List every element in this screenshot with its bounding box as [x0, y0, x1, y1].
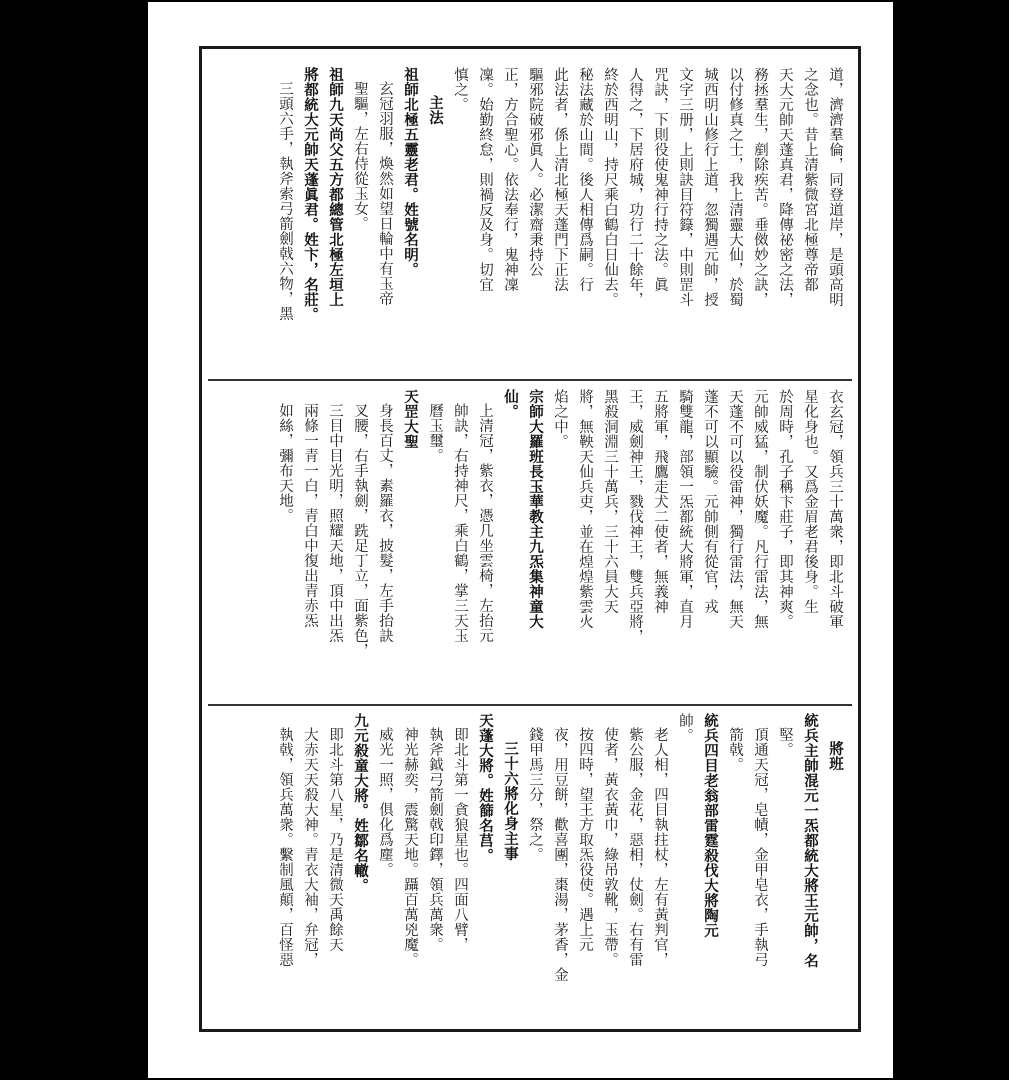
text-column: 道，濟濟羣倫，同登道岸，是頭高明	[827, 67, 843, 307]
text-column: 堅。	[777, 727, 793, 757]
text-column: 王，威劍神王，戮伐神王，雙兵亞將，	[627, 389, 643, 644]
text-column: 蓬不可以顯驗。元帥側有從官，戎	[702, 389, 718, 614]
text-column: 務拯羣生，剷除疾苦。垂傚妙之訣，	[752, 67, 768, 307]
band-divider	[208, 704, 852, 706]
section-heading: 主法	[427, 95, 444, 125]
text-frame	[199, 46, 861, 1032]
text-column: 上清冠，紫衣，憑几坐雲椅，左抬元	[477, 403, 493, 643]
text-column: 三目中目光明，照耀天地，頂中出炁	[327, 403, 343, 643]
text-column: 帥。	[677, 713, 693, 743]
text-column: 曆玉璽。	[427, 403, 443, 463]
deity-heading: 統兵四目老翁部雷霆殺伐大將陶元	[702, 713, 719, 938]
deity-heading: 祖師北極五靈老君。姓號名明。	[402, 67, 419, 277]
text-column: 執斧鉞弓箭劍戟印鐸，領兵萬衆。	[427, 727, 443, 952]
deity-heading: 天罡大聖	[402, 389, 419, 449]
text-column: 大赤天天殺大神。青衣大袖，弁冠，	[302, 727, 318, 967]
text-column: 於周時，孔子稱卞莊子，即其神爽。	[777, 389, 793, 629]
deity-heading: 將都統大元帥天蓬眞君。姓卞，名莊。	[302, 67, 319, 322]
section-heading: 將班	[827, 741, 844, 771]
deity-heading: 九元殺童大將。姓鄒名轍。	[352, 713, 369, 893]
text-column: 此法者，係上清北極天蓬門下正法	[552, 67, 568, 292]
text-column: 即北斗第八星，乃是清微天禹餘天	[327, 727, 343, 952]
text-column: 衣玄冠，領兵三十萬衆，即北斗破軍	[827, 389, 843, 629]
text-column: 頂通天冠，皂幘，金甲皂衣，手執弓	[752, 727, 768, 967]
band-divider	[208, 379, 852, 381]
deity-heading: 祖師九天尚父五方都總管北極左垣上	[327, 67, 344, 307]
text-column: 天蓬不可以役雷神，獨行雷法，無天	[727, 389, 743, 629]
text-column: 黑殺洞淵三十萬兵，三十六員大天	[602, 389, 618, 614]
text-column: 老人相，四目執拄杖，左有黃判官，	[652, 727, 668, 967]
text-column: 正，方合聖心。依法奉行，鬼神凜	[502, 67, 518, 292]
text-column: 星化身也。又爲金眉老君後身。生	[802, 389, 818, 614]
text-band-bottom	[208, 713, 852, 1011]
deity-heading: 仙。	[502, 389, 519, 419]
text-column: 即北斗第一貪狼星也。四面八臂，	[452, 727, 468, 952]
text-column: 將，無鞅天仙兵吏，並在煌煌紫雲火	[577, 389, 593, 629]
text-column: 城西明山修行上道，忽獨遇元帥，授	[702, 67, 718, 307]
text-column: 咒訣，下則役使鬼神行持之法。眞	[652, 67, 668, 292]
text-column: 箭戟。	[727, 727, 743, 772]
text-column: 騎雙龍，部領一炁都統大將軍，直月	[677, 389, 693, 629]
text-column: 神光赫奕，震驚天地。躡百萬兇魔。	[402, 727, 418, 967]
deity-heading: 宗師大羅班長玉華教主九炁集神童大	[527, 389, 544, 629]
section-heading: 三十六將化身主事	[502, 741, 519, 861]
text-column: 按四時，望王方取炁役使。遇上元	[577, 727, 593, 952]
text-column: 如絲，彌布天地。	[277, 403, 293, 523]
text-column: 秘法藏於山間。後人相傳爲嗣。行	[577, 67, 593, 292]
text-column: 威光一照，俱化爲塵。	[377, 727, 393, 877]
text-column: 執戟，領兵萬衆。繫制風顛，百怪惡	[277, 727, 293, 967]
text-column: 錢甲馬三分，祭之。	[527, 727, 543, 862]
text-column: 文字三册，上則訣目符籙，中則罡斗	[677, 67, 693, 307]
text-column: 玄冠羽服，煥然如望日輪中有玉帝	[377, 81, 393, 306]
text-column: 紫公服，金花，惡相，仗劍。右有雷	[627, 727, 643, 967]
text-column: 帥訣，右持神尺，乘白鶴，掌三天玉	[452, 403, 468, 643]
text-column: 五將軍，飛鷹走犬二使者，無義神	[652, 389, 668, 614]
text-column: 慎之。	[452, 67, 468, 112]
text-column: 使者，黃衣黃巾，綠吊敦靴，玉帶。	[602, 727, 618, 967]
deity-heading: 天蓬大將。姓篩名莒。	[477, 713, 494, 863]
text-band-middle	[208, 389, 852, 701]
text-column: 人得之，下居府城，功行二十餘年，	[627, 67, 643, 307]
text-column: 焰之中。	[552, 389, 568, 449]
text-column: 元帥威猛，制伏妖魔。凡行雷法，無	[752, 389, 768, 629]
text-column: 終於西明山，持尺乘白鶴白日仙去。	[602, 67, 618, 307]
text-column: 三頭六手，執斧索弓箭劍戟六物，黑	[277, 81, 293, 321]
text-column: 天大元帥天蓬真君，降傳祕密之法，	[777, 67, 793, 307]
text-band-top	[208, 67, 852, 375]
text-column: 夜，用豆餅，歡喜團，棗湯，茅香，金	[552, 727, 568, 982]
text-column: 身長百丈，素羅衣，披髮，左手抬訣	[377, 403, 393, 643]
text-column: 以付修真之士，我上清靈大仙，於蜀	[727, 67, 743, 307]
text-column: 聖驅，左右侍從玉女。	[352, 81, 368, 231]
text-column: 驅邪院破邪眞人。必潔齋秉持公	[527, 67, 543, 277]
text-column: 凜。始勤終怠，則禍反及身。切宜	[477, 67, 493, 292]
text-column: 兩條一青一白，青白中復出青赤炁	[302, 403, 318, 628]
deity-heading: 統兵主帥混元一炁都統大將王元帥，名	[802, 713, 819, 968]
text-column: 之念也。昔上清紫微宮北極尊帝都	[802, 67, 818, 292]
text-column: 叉腰，右手執劍，跣足丁立，面紫色，	[352, 403, 368, 658]
